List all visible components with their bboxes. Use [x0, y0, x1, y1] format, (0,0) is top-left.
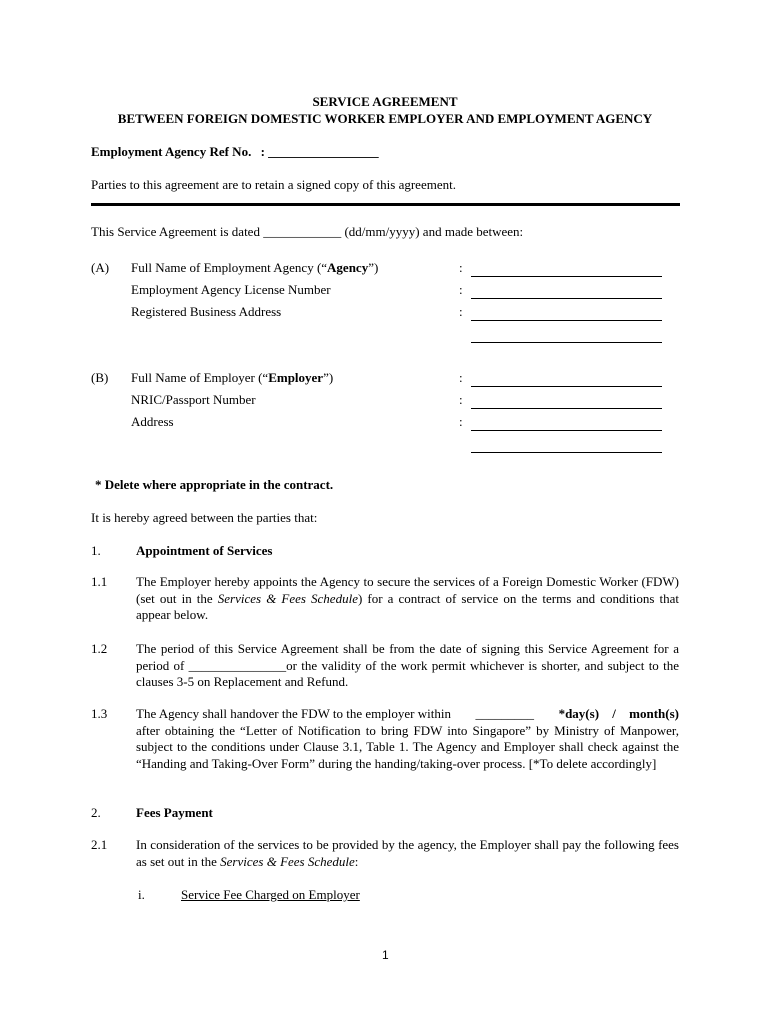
colon: :	[459, 260, 463, 275]
employer-nric-field[interactable]	[471, 408, 662, 409]
employer-nric-label: NRIC/Passport Number	[131, 392, 256, 407]
ref-blank-field[interactable]: _________________	[268, 144, 379, 159]
service-fee-heading: Service Fee Charged on Employer	[181, 887, 360, 902]
delete-note: * Delete where appropriate in the contract.	[95, 477, 334, 492]
colon: :	[459, 414, 463, 429]
page-number: 1	[382, 948, 389, 962]
clause-1-1-number: 1.1	[91, 574, 108, 589]
agency-address-field-2[interactable]	[471, 342, 662, 343]
clause-1-2-text: The period of this Service Agreement shall be from the date of signing this Service Agreement for a period of _______________or the validity of the work permit whichever is shorter, and subject to the clauses 3-5 on Replacement and Refund.	[136, 641, 679, 690]
ref-label: Employment Agency Ref No.	[91, 144, 252, 159]
employer-address-field[interactable]	[471, 430, 662, 431]
agency-name-label: Full Name of Employment Agency (“Agency”)	[131, 260, 379, 275]
agency-name-field[interactable]	[471, 276, 662, 277]
employer-name-label: Full Name of Employer (“Employer”)	[131, 370, 334, 385]
section-b-marker: (B)	[91, 370, 109, 385]
colon: :	[459, 282, 463, 297]
clause-1-3-number: 1.3	[91, 706, 108, 721]
sub-item-i-number: i.	[138, 887, 145, 902]
dated-suffix: (dd/mm/yyyy) and made between:	[344, 224, 524, 239]
agency-address-field[interactable]	[471, 320, 662, 321]
employer-address-label: Address	[131, 414, 174, 429]
colon: :	[459, 370, 463, 385]
clause-1-3-text: The Agency shall handover the FDW to the employer within _________ *day(s) / month(s) after obtaining the “Letter of Notification to bring FDW into Singapore” by Ministry of Manpower, subject to the conditions under Clause 3.1, Table 1. The Agency and Employer shall check against the “Handing and Taking-Over Form” during the handing/taking-over process. [*To delete accordingly]	[136, 706, 679, 771]
employer-name-field[interactable]	[471, 386, 662, 387]
dated-prefix: This Service Agreement is dated	[91, 224, 260, 239]
section-1-heading: Appointment of Services	[136, 543, 273, 558]
dated-line	[91, 224, 523, 240]
clause-1-1-text: The Employer hereby appoints the Agency to secure the services of a Foreign Domestic Worker (FDW) (set out in the Services & Fees Schedule) for a contract of service on the terms and conditions that appear below.	[136, 574, 679, 623]
clause-2-1-text: In consideration of the services to be provided by the agency, the Employer shall pay the following fees as set out in the Services & Fees Schedule:	[136, 837, 679, 869]
doc-subtitle: BETWEEN FOREIGN DOMESTIC WORKER EMPLOYER AND EMPLOYMENT AGENCY	[117, 111, 653, 126]
parties-note: Parties to this agreement are to retain a signed copy of this agreement.	[91, 177, 456, 192]
handover-blank-field[interactable]: _________	[475, 706, 535, 721]
clause-2-1-number: 2.1	[91, 837, 108, 852]
horizontal-rule	[91, 203, 680, 206]
agency-license-label: Employment Agency License Number	[131, 282, 331, 297]
section-a-marker: (A)	[91, 260, 110, 275]
ref-number-line	[91, 144, 379, 160]
employer-address-field-2[interactable]	[471, 452, 662, 453]
agreed-intro: It is hereby agreed between the parties that:	[91, 510, 318, 525]
section-1-number: 1.	[91, 543, 101, 558]
colon: :	[459, 304, 463, 319]
doc-title: SERVICE AGREEMENT	[312, 94, 458, 109]
period-blank-field[interactable]: _______________	[188, 657, 287, 673]
colon: :	[459, 392, 463, 407]
agency-address-label: Registered Business Address	[131, 304, 282, 319]
section-2-heading: Fees Payment	[136, 805, 213, 820]
clause-1-2-number: 1.2	[91, 641, 108, 656]
ref-colon: :	[260, 144, 265, 159]
date-blank-field[interactable]: ____________	[263, 224, 342, 239]
agency-license-field[interactable]	[471, 298, 662, 299]
section-2-number: 2.	[91, 805, 101, 820]
